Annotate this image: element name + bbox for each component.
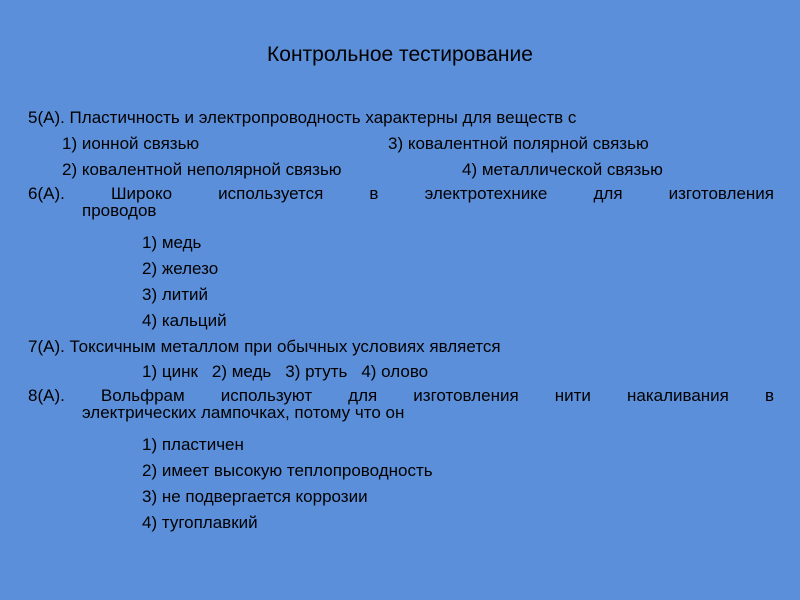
question-5-option-2: 2) ковалентной неполярной связью [62, 160, 342, 179]
question-8-text [28, 387, 774, 421]
question-8-option-1: 1) пластичен [142, 435, 244, 454]
question-8-text-line-1: 8(А). Вольфрам используют для изготовления нити накаливания в [28, 386, 774, 405]
question-7-text: 7(А). Токсичным металлом при обычных условиях является [28, 337, 501, 356]
question-5-option-3: 3) ковалентной полярной связью [388, 134, 649, 153]
question-8-option-4: 4) тугоплавкий [142, 513, 258, 532]
question-5-text: 5(А). Пластичность и электропроводность характерны для веществ с [28, 108, 577, 127]
question-6-option-2: 2) железо [142, 259, 219, 278]
question-5-option-4: 4) металлической связью [462, 160, 663, 179]
question-8-option-3: 3) не подвергается коррозии [142, 487, 368, 506]
question-5-option-1: 1) ионной связью [62, 134, 200, 153]
slide-title: Контрольное тестирование [267, 43, 533, 66]
question-7-option-3: 3) ртуть [285, 362, 348, 381]
question-6-text-line-2: проводов [82, 201, 157, 220]
question-7-option-2: 2) медь [211, 362, 272, 381]
question-8-option-2: 2) имеет высокую теплопроводность [142, 461, 433, 480]
question-6-option-4: 4) кальций [142, 311, 227, 330]
question-7-options [142, 362, 428, 382]
question-6-option-3: 3) литий [142, 285, 209, 304]
question-7-option-4: 4) олово [361, 362, 429, 381]
question-8-text-line-2: электрических лампочках, потому что он [82, 403, 405, 422]
question-7-option-1: 1) цинк [142, 362, 198, 381]
question-6-text-line-1: 6(А). Широко используется в электротехнике для изготовления [28, 184, 774, 203]
question-6-text [28, 185, 774, 219]
question-6-option-1: 1) медь [142, 233, 202, 252]
